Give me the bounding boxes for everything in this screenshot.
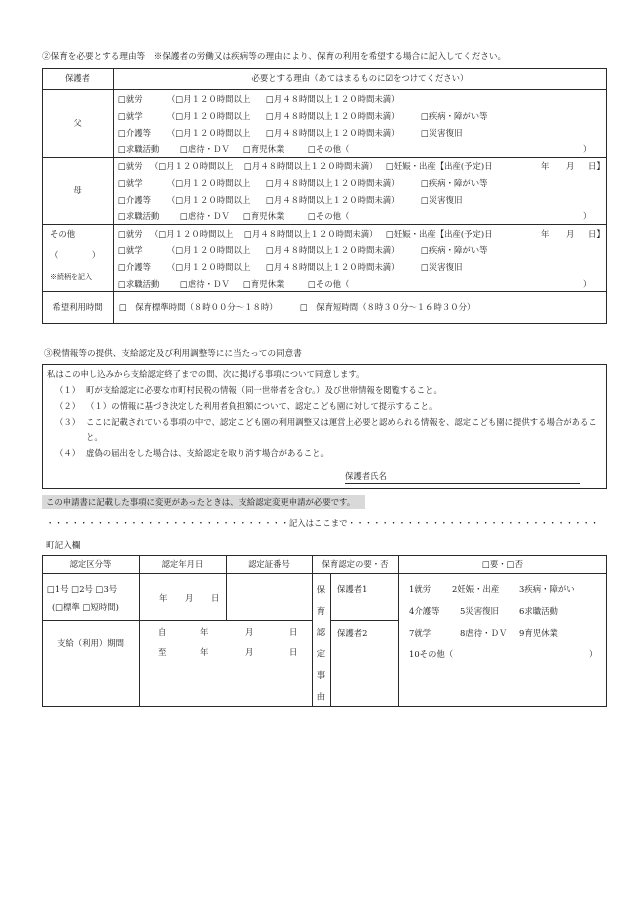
change-notice: この申請書に記載した事項に変更があったときは、支給認定変更申請が必要です。 [46,497,356,507]
father-study-48h-option: □月４８時間以上１２０時間未満） [266,111,400,121]
father-care-checkbox: □介護等 [118,128,152,138]
header-certification-category: 認定区分等 [69,559,112,569]
office-table-divider [398,555,399,707]
mother-disaster-checkbox: □災害復旧 [421,195,463,205]
other-care-120h-option: （□月１２０時間以上 [167,262,251,272]
mother-work-120h-option: （□月１２０時間以上 [150,161,234,171]
other-other-close-paren: ） [583,279,592,289]
consent-item-text: （１）の情報に基づき決定した利用者負担額について、認定こども園に対して提示すること。 [86,401,438,411]
short-hours-checkbox: □ 保育短時間（８時３０分～１６時３０分） [300,302,476,312]
office-use-title: 町記入欄 [46,541,81,551]
other-due-month-label: 月 [566,229,575,239]
other-abuse-dv-checkbox: □虐待・ＤＶ [180,279,230,289]
father-other-checkbox: □その他（ [308,144,350,154]
time-options: (□標準 □短時間) [52,602,119,612]
period-to-day: 日 [289,647,298,657]
other-care-48h-option: □月４８時間以上１２０時間未満） [266,262,400,272]
section2-title: ②保育を必要とする理由等 ※保護者の労働又は疾病等の理由により、保育の利用を希望する場合に記入してください。 [42,52,507,62]
care-reason-vertical-label: 保育認定事由 [316,585,326,714]
consent-item-number: （１） [55,385,81,395]
cert-date-year: 年 [159,593,168,603]
father-care-48h-option: □月４８時間以上１２０時間未満） [266,128,400,138]
desired-hours-label: 希望利用時間 [52,302,103,312]
mother-abuse-dv-checkbox: □虐待・ＤＶ [180,211,230,221]
mother-pregnancy-checkbox: □妊娠・出産【出産(予定)日 [386,161,493,171]
father-study-120h-option: （□月１２０時間以上 [167,111,251,121]
guardian-signature-line [345,483,580,484]
other-pregnancy-checkbox: □妊娠・出産【出産(予定)日 [386,229,493,239]
mother-study-48h-option: □月４８時間以上１２０時間未満） [266,178,400,188]
other-work-checkbox: □就労 [118,229,143,239]
mother-due-month-label: 月 [566,161,575,171]
father-abuse-dv-checkbox: □虐待・ＤＶ [180,144,230,154]
office-table-rule [42,573,607,574]
reason-other-close-paren: ） [589,649,598,659]
mother-childcare-leave-checkbox: □育児休業 [243,211,285,221]
father-care-120h-option: （□月１２０時間以上 [167,128,251,138]
other-disaster-checkbox: □災害復旧 [421,262,463,272]
reason-code: 4介護等 [409,606,440,616]
period-to-year: 年 [200,647,209,657]
reason-code: 9育児休業 [519,628,558,638]
reason-table-rule [42,224,607,225]
office-table-rule [330,620,398,621]
guardian-signature-label: 保護者氏名 [345,471,387,481]
other-other-checkbox: □その他（ [308,279,350,289]
other-study-48h-option: □月４８時間以上１２０時間未満） [266,245,400,255]
father-study-checkbox: □就学 [118,111,143,121]
consent-item-number: （３） [55,417,81,427]
mother-due-year-label: 年 [541,161,550,171]
guardian1-label: 保護者1 [337,584,368,594]
reason-table-divider [113,68,114,324]
reason-code-other: 10その他（ [409,649,454,659]
mother-illness-checkbox: □疾病・障がい等 [421,178,488,188]
father-work-120h-option: （□月１２０時間以上 [167,94,251,104]
guardian2-label: 保護者2 [337,628,368,638]
reason-code: 7就学 [409,628,432,638]
reason-table-rule [42,291,607,292]
period-to-label: 至 [158,647,167,657]
office-table-divider [139,555,140,707]
reason-code: 2妊娠・出産 [452,584,500,594]
category-options: □1号 □2号 □3号 [47,584,118,594]
period-to-month: 月 [245,647,254,657]
period-from-day: 日 [289,627,298,637]
reason-code: 6求職活動 [519,606,558,616]
other-care-checkbox: □介護等 [118,262,152,272]
father-job-search-checkbox: □求職活動 [118,144,160,154]
other-relation-field: （ ） [50,250,101,260]
section3-title: ③税情報等の提供、支給認定及び利用調整等にに当たっての同意書 [44,349,302,359]
mother-work-checkbox: □就労 [118,161,143,171]
other-study-checkbox: □就学 [118,245,143,255]
benefit-period-label: 支給（利用）期間 [57,638,124,648]
reason-code: 1就労 [409,584,432,594]
standard-hours-checkbox: □ 保育標準時間（８時００分～１８時） [119,302,278,312]
other-work-48h-option: □月４８時間以上１２０時間未満） [244,229,378,239]
consent-item-text: ここに記載されている事項の中で、認定こども園の利用調整又は運営上必要と認められる情報を、認定こども園に提供する場合があること。 [86,417,597,442]
fill-in-cutoff-line: ・・・・・・・・・・・・・・・・・・・・・・・・・・・・・記入はここまで・・・・・・・・・・・・・・・・・・・・・・・・・・・・・・ [46,518,599,528]
office-table-rule [42,620,312,621]
reason-code: 3疾病・障がい [519,584,575,594]
mother-care-120h-option: （□月１２０時間以上 [167,195,251,205]
reason-table-rule [42,89,607,90]
mother-work-48h-option: □月４８時間以上１２０時間未満） [244,161,378,171]
header-certificate-number: 認定証番号 [248,559,290,569]
father-label: 父 [73,118,82,128]
period-from-year: 年 [200,627,209,637]
mother-study-checkbox: □就学 [118,178,143,188]
mother-care-48h-option: □月４８時間以上１２０時間未満） [266,195,400,205]
header-certification-date: 認定年月日 [161,559,204,569]
consent-item-number: （２） [55,401,81,411]
consent-item-text: 虚偽の届出をした場合は、支給認定を取り消す場合があること。 [86,448,329,458]
need-yes-no-options: □要・□否 [482,559,523,569]
period-from-label: 自 [158,627,167,637]
mother-study-120h-option: （□月１２０時間以上 [167,178,251,188]
other-job-search-checkbox: □求職活動 [118,279,160,289]
father-work-48h-option: □月４８時間以上１２０時間未満） [266,94,400,104]
other-due-year-label: 年 [541,229,550,239]
consent-intro: 私はこの申し込みから支給認定終了までの間、次に掲げる事項について同意します。 [47,369,365,379]
cert-date-month: 月 [185,593,194,603]
mother-due-day-label: 日】 [588,161,605,171]
reason-column-header: 必要とする理由（あてはまるものに☑をつけてください） [251,73,469,83]
reason-table-rule [42,157,607,158]
office-table-divider [330,573,331,707]
guardian-column-header: 保護者 [64,73,91,83]
mother-label: 母 [73,185,82,195]
reason-code: 8虐待・ＤＶ [460,628,508,638]
father-other-close-paren: ） [583,144,592,154]
other-guardian-label: その他 [50,229,76,239]
consent-item-number: （４） [55,448,81,458]
period-from-month: 月 [245,627,254,637]
reason-code: 5災害復旧 [460,606,499,616]
other-work-120h-option: （□月１２０時間以上 [150,229,234,239]
header-care-certification-need: 保育認定の要・否 [321,559,389,569]
consent-item-text: 町が支給認定に必要な市町村民税の情報（同一世帯者を含む。）及び世帯情報を閲覧すること。 [86,385,442,395]
father-illness-checkbox: □疾病・障がい等 [421,111,488,121]
father-disaster-checkbox: □災害復旧 [421,128,463,138]
mother-job-search-checkbox: □求職活動 [118,211,160,221]
father-childcare-leave-checkbox: □育児休業 [243,144,285,154]
other-childcare-leave-checkbox: □育児休業 [243,279,285,289]
other-relation-note: ※続柄を記入 [50,273,92,281]
mother-other-checkbox: □その他（ [308,211,350,221]
mother-other-close-paren: ） [583,211,592,221]
cert-date-day: 日 [211,593,220,603]
mother-care-checkbox: □介護等 [118,195,152,205]
other-due-day-label: 日】 [588,229,605,239]
other-study-120h-option: （□月１２０時間以上 [167,245,251,255]
father-work-checkbox: □就労 [118,94,143,104]
other-illness-checkbox: □疾病・障がい等 [421,245,488,255]
